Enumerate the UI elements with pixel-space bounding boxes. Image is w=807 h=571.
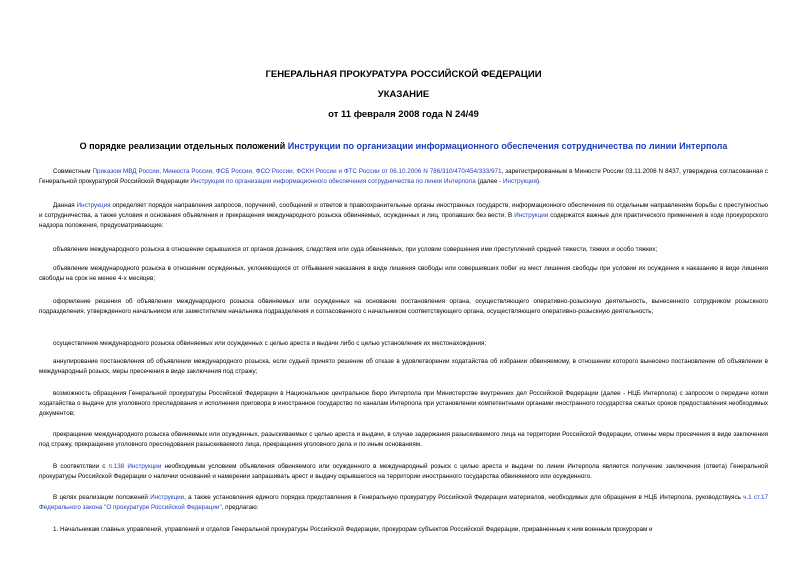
list-item: возможность обращения Генеральной прокуратуры Российской Федерации в Национальное центральное бюро Интерпола при Министерстве внутренних дел Российской Федерации (далее - НЦБ Интерпола) с запросом о передаче копии ходатайства о выдаче для уголовного преследования и исполнения приговора в иностранное государство по каналам Интерпола при установлении компетентными органами иностранного государства сжатых сроков предоставления необходимых документов; (39, 390, 768, 418)
prosecution-law-link[interactable]: ч.1 ст.17 Федерального закона "О прокуратуре Российской Федерации" (39, 494, 768, 512)
issuer-heading: ГЕНЕРАЛЬНАЯ ПРОКУРАТУРА РОССИЙСКОЙ ФЕДЕРАЦИИ (265, 69, 542, 80)
paragraph-5: 1. Начальникам главных управлений, управлений и отделов Генеральной прокуратуры Российской Федерации, прокурорам субъектов Российской Федерации, приравненным к ним военным прокурорам и (53, 526, 653, 533)
list-item: прекращение международного розыска обвиняемых или осужденных, разыскиваемых с целью ареста и выдачи, в случае задержания разыскиваемого лица на территории Российской Федерации, отмены меры пресечения в виде заключения под стражу, прекращения уголовного преследования разыскиваемого лица, прекращения уголовного дела и по иным основаниям. (39, 431, 768, 449)
list-item: оформление решения об объявлении международного розыска обвиняемых или осужденных на основании постановления органа, осуществляющего оперативно-розыскную деятельность, вынесенного сотрудником розыскного подразделения, утвержденного начальником или заместителем начальника подразделения и согласованного с начальником соответствующего органа, осуществляющего оперативно-розыскную деятельность; (39, 298, 768, 316)
instruction-link[interactable]: Инструкция по организации информационного обеспечения сотрудничества по линии Интерпола (190, 178, 476, 186)
para3-text-2: необходимым условием объявления обвиняемого или осужденного в международный розыск с целью ареста и выдачи по линии Интерпола является получение заключения (ответа) Генеральной прокуратуры Российской Федерации о наличии оснований и намерении запрашивать арест и выдачу скрывшегося на территории иностранного государства обвиняемого или осужденного. (39, 463, 769, 481)
para2-text-1: Данная (53, 202, 77, 209)
para1-text-3: (далее - (475, 178, 504, 186)
document-type-heading: УКАЗАНИЕ (377, 89, 430, 100)
para4-text-2: , а также установления единого порядка представления в Генеральную прокуратуру Российской Федерации материалов, необходимых для обращения в НЦБ Интерпола, руководствуясь (184, 494, 744, 501)
clause-138-link[interactable]: п.138 Инструкции (108, 463, 162, 470)
document-date-heading: от 11 февраля 2008 года N 24/49 (328, 109, 479, 120)
paragraph-3 (39, 462, 768, 482)
para1-text-4: ). (536, 178, 541, 186)
paragraph-4 (39, 493, 768, 513)
instruction-link-3[interactable]: Инструкции (514, 212, 549, 220)
list-item: объявление международного розыска в отношении скрывшихся от органов дознания, следствия или суда обвиняемых, при условии совершения ими преступлений средней тяжести, тяжких и особо тяжких; (53, 246, 658, 253)
instruction-link-2[interactable]: Инструкция (76, 202, 111, 209)
instruction-link-4[interactable]: Инструкции (150, 494, 185, 501)
instruction-short-link[interactable]: Инструкция (503, 178, 537, 186)
para2-text-3: содержатся важные для практического применения в ходе прокурорского надзора положения, предусматривающие: (39, 212, 768, 230)
document-subject (39, 140, 768, 152)
para4-text-1: В целях реализации положений (53, 494, 151, 501)
para3-text-1: В соответствии с (53, 463, 109, 470)
paragraph-2 (39, 201, 768, 232)
subject-instruction-link[interactable]: Инструкции по организации информационного обеспечения сотрудничества по линии Интерпола (287, 141, 728, 151)
order-link[interactable]: Приказом МВД России, Минюста России, ФСБ России, ФСО России, ФСКН России и ФТС России от 06.10.2006 N 786/310/470/454/333/971 (92, 168, 502, 175)
para4-text-3: , предлагаю: (221, 504, 259, 512)
para2-text-2: определяет порядок направления запросов, поручений, сообщений и ответов в правоохранительные органы иностранных государств, информационного обеспечения по отдельным направлениям борьбы с преступностью и сотрудничества, а также условия и основания объявления и прекращения международного розыска обвиняемых, осужденных и лиц, пропавших без вести. В (39, 202, 768, 220)
para1-text-1: Совместным (53, 168, 93, 175)
paragraph-1 (39, 167, 768, 187)
list-item: объявление международного розыска в отношении осужденных, уклоняющихся от отбывания наказания в виде лишения свободы или совершивших побег из мест лишения свободы при условии их осуждения к наказанию в виде лишения свободы на срок не менее 4-х месяцев; (39, 265, 768, 283)
subject-prefix: О порядке реализации отдельных положений (79, 141, 288, 151)
list-item: осуществление международного розыска обвиняемых или осужденных с целью ареста и выдачи либо с целью установления их местонахождения; (53, 340, 487, 347)
list-item: аннулирование постановления об объявлении международного розыска, если судьей принято решение об отказе в удовлетворении ходатайства об избрании обвиняемому, в отношении которого вынесено постановление об объявлении в международный розыск, меры пресечения в виде заключения под стражу; (39, 358, 768, 376)
para1-text-2: , зарегистрированным в Минюсте России 03.11.2006 N 8437, утверждена согласованная с Генеральной прокуратурой Российской Федерации (39, 168, 768, 186)
